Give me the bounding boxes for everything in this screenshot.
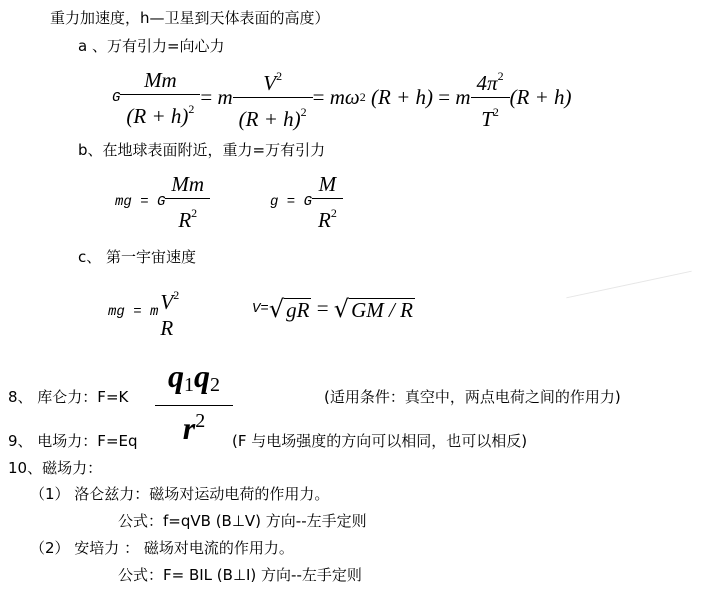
formula-mg: mg = G $\frac{Mm}{R^2}$ (115, 172, 210, 232)
item-8-note: (适用条件：真空中，两点电荷之间的作用力) (324, 388, 621, 406)
intro-text: 重力加速度，h—卫星到天体表面的高度） (50, 9, 330, 27)
const-g: G (112, 89, 121, 106)
section-a-label: a 、万有引力=向心力 (78, 37, 225, 55)
item-9-label: 9、 电场力：F=Eq (8, 432, 138, 450)
sub-2-formula: 公式：F= BIL (B⊥I) 方向--左手定则 (118, 566, 362, 584)
formula-g: g = G $\frac{M}{R^2}$ (270, 172, 343, 232)
sub-2-label: （2） 安培力 ： 磁场对电流的作用力。 (30, 539, 294, 557)
faint-line (566, 271, 691, 299)
formula-gravity-centripetal: G $\frac{Mm}{(R + h)^2}$ = m $\frac{V^2}{(R + h)^2}$ = mω 2 (R + h) = m $\frac{4\pi^2}{T^2}$ (R + h) (112, 64, 572, 131)
sqrt: √ gR (268, 294, 310, 323)
fraction: $\frac{Mm}{(R + h)^2}$ (123, 68, 197, 128)
item-8-label: 8、 库仑力：F=K (8, 388, 129, 406)
item-9-note: (F 与电场强度的方向可以相同，也可以相反) (232, 432, 528, 450)
coulomb-fraction: $\frac{q1q2}{r^2}$ (165, 358, 223, 443)
fraction: $\frac{4\pi^2}{T^2}$ (474, 64, 507, 131)
section-c-label: c、 第一宇宙速度 (78, 248, 197, 266)
sqrt: √ GM / R (333, 294, 413, 323)
section-b-label: b、在地球表面附近，重力=万有引力 (78, 141, 326, 159)
sub-1-formula: 公式：f=qVB (B⊥V) 方向--左手定则 (118, 512, 367, 530)
sub-1-label: （1） 洛仑兹力：磁场对运动电荷的作用力。 (30, 485, 330, 503)
formula-velocity: V= √ gR = √ GM / R (252, 294, 413, 323)
formula-first-cosmic: mg = m $V^2$ R (108, 288, 180, 340)
item-10-label: 10、磁场力： (8, 459, 103, 477)
fraction: $\frac{V^2}{(R + h)^2}$ (236, 64, 310, 131)
